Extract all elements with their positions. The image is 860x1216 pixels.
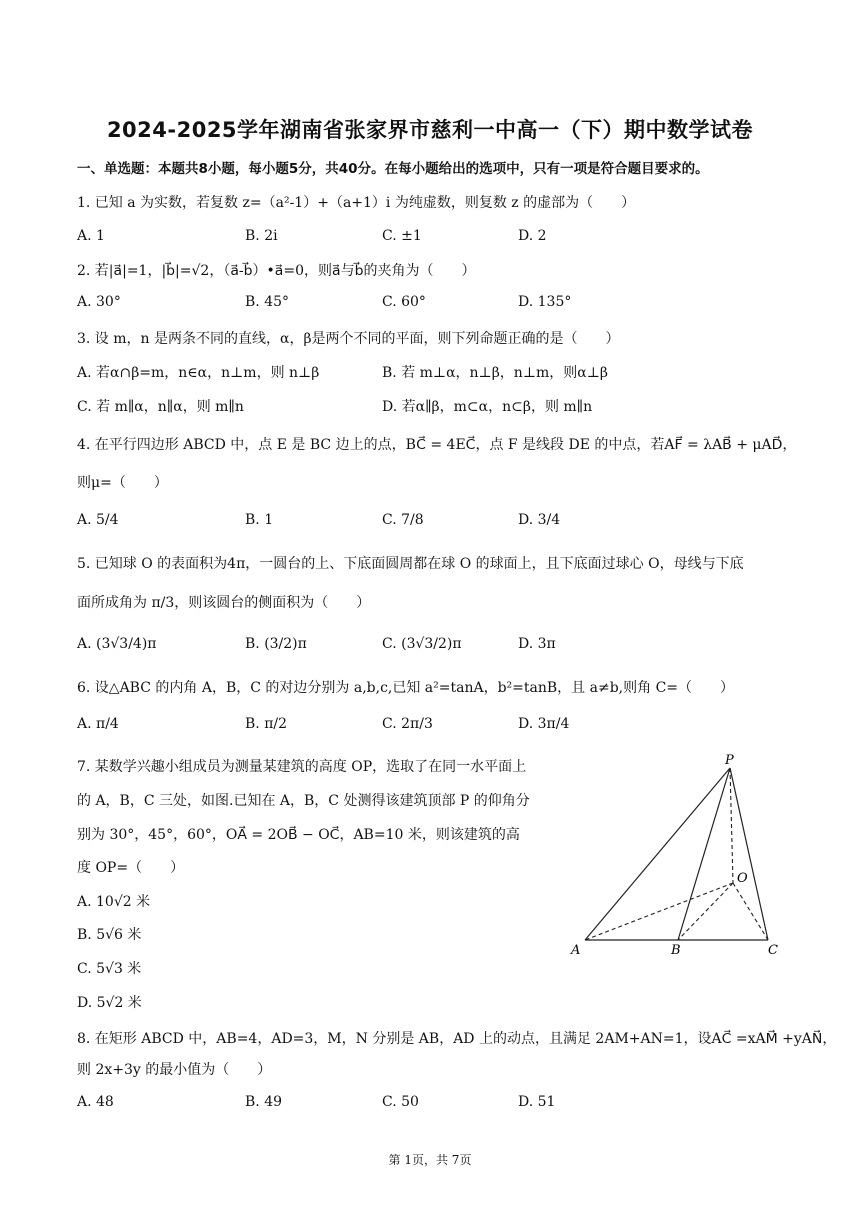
height-po xyxy=(730,768,733,883)
q2-option-b: B. 45° xyxy=(245,294,290,310)
q3-option-d: D. 若α∥β，m⊂α，n⊂β，则 m∥n xyxy=(382,399,593,415)
q3-option-b: B. 若 m⊥α，n⊥β，n⊥m，则α⊥β xyxy=(382,365,608,381)
q7-option-a: A. 10√2 米 xyxy=(77,894,151,910)
edge-pc xyxy=(730,768,768,940)
question-5-stem-line-1: 5. 已知球 O 的表面积为4π，一圆台的上、下底面圆周都在球 O 的球面上，且下底面过球心 O，母线与下底 xyxy=(77,556,744,572)
q2-option-a: A. 30° xyxy=(77,294,121,310)
question-5-stem-line-2: 面所成角为 π/3，则该圆台的侧面积为（ ） xyxy=(77,595,371,611)
q6-option-a: A. π/4 xyxy=(77,716,119,732)
question-4-stem-line-1: 4. 在平行四边形 ABCD 中，点 E 是 BC 边上的点，BC⃗ = 4EC⃗，点 F 是线段 DE 的中点，若AF⃗ = λAB⃗ + μAD⃗， xyxy=(77,437,797,453)
edge-pb xyxy=(678,768,730,940)
q7-option-d: D. 5√2 米 xyxy=(77,995,142,1011)
page-footer: 第 1页，共 7页 xyxy=(388,1153,472,1167)
label-c: C xyxy=(768,943,778,958)
q5-option-a: A. (3√3/4)π xyxy=(77,636,157,652)
label-p: P xyxy=(725,753,734,768)
q6-option-b: B. π/2 xyxy=(245,716,288,732)
q2-option-c: C. 60° xyxy=(382,294,426,310)
question-8-stem-line-1: 8. 在矩形 ABCD 中，AB=4，AD=3，M，N 分别是 AB，AD 上的动点，且满足 2AM+AN=1，设AC⃗ =xAM⃗ +yAN⃗， xyxy=(77,1031,837,1047)
q1-option-a: A. 1 xyxy=(77,228,105,244)
q1-option-b: B. 2i xyxy=(245,228,278,244)
label-o: O xyxy=(737,871,748,886)
q5-option-c: C. (3√3/2)π xyxy=(382,636,462,652)
q3-option-a: A. 若α∩β=m，n∈α，n⊥m，则 n⊥β xyxy=(77,365,320,381)
q7-option-c: C. 5√3 米 xyxy=(77,961,142,977)
segment-oa xyxy=(585,883,733,940)
q5-option-b: B. (3/2)π xyxy=(245,636,307,652)
pyramid-figure xyxy=(565,750,795,960)
q6-option-d: D. 3π/4 xyxy=(518,716,570,732)
question-7-stem-line-3: 别为 30°，45°，60°，OA⃗ = 2OB⃗ − OC⃗，AB=10 米，则该建筑的高 xyxy=(77,827,520,843)
label-a: A xyxy=(571,943,581,958)
section-heading: 一、单选题：本题共8小题，每小题5分，共40分。在每小题给出的选项中，只有一项是符合题目要求的。 xyxy=(77,161,709,177)
question-8-stem-line-2: 则 2x+3y 的最小值为（ ） xyxy=(77,1062,272,1078)
question-4-stem-line-2: 则μ=（ ） xyxy=(77,475,168,491)
q8-option-b: B. 49 xyxy=(245,1094,283,1110)
edge-pa xyxy=(585,768,730,940)
question-3-stem: 3. 设 m，n 是两条不同的直线，α，β是两个不同的平面，则下列命题正确的是（ ） xyxy=(77,331,620,347)
question-6-stem: 6. 设△ABC 的内角 A，B，C 的对边分别为 a,b,c,已知 a²=tanA，b²=tanB，且 a≠b,则角 C=（ ） xyxy=(77,680,735,696)
page-title: 2024-2025学年湖南省张家界市慈利一中高一（下）期中数学试卷 xyxy=(106,118,754,142)
segment-oc xyxy=(733,883,768,940)
question-2-stem: 2. 若|a⃗|=1，|b⃗|=√2，（a⃗-b⃗）•a⃗=0，则a⃗与b⃗的夹角为（ ） xyxy=(77,263,476,279)
q2-option-d: D. 135° xyxy=(518,294,572,310)
q4-option-b: B. 1 xyxy=(245,512,274,528)
q1-option-c: C. ±1 xyxy=(382,228,422,244)
question-1-stem: 1. 已知 a 为实数，若复数 z=（a²-1）+（a+1）i 为纯虚数，则复数 z 的虚部为（ ） xyxy=(77,195,636,211)
question-7-stem-line-2: 的 A，B，C 三处，如图.已知在 A，B，C 处测得该建筑顶部 P 的仰角分 xyxy=(77,793,530,809)
q8-option-a: A. 48 xyxy=(77,1094,114,1110)
q5-option-d: D. 3π xyxy=(518,636,556,652)
question-7-stem-line-1: 7. 某数学兴趣小组成员为测量某建筑的高度 OP，选取了在同一水平面上 xyxy=(77,759,527,775)
question-7-stem-line-4: 度 OP=（ ） xyxy=(77,860,185,876)
q8-option-d: D. 51 xyxy=(518,1094,556,1110)
q7-option-b: B. 5√6 米 xyxy=(77,927,142,943)
label-b: B xyxy=(671,943,681,958)
q4-option-c: C. 7/8 xyxy=(382,512,424,528)
q1-option-d: D. 2 xyxy=(518,228,547,244)
q4-option-a: A. 5/4 xyxy=(77,512,119,528)
q4-option-d: D. 3/4 xyxy=(518,512,561,528)
q6-option-c: C. 2π/3 xyxy=(382,716,433,732)
q8-option-c: C. 50 xyxy=(382,1094,419,1110)
q3-option-c: C. 若 m∥α，n∥α，则 m∥n xyxy=(77,399,244,415)
